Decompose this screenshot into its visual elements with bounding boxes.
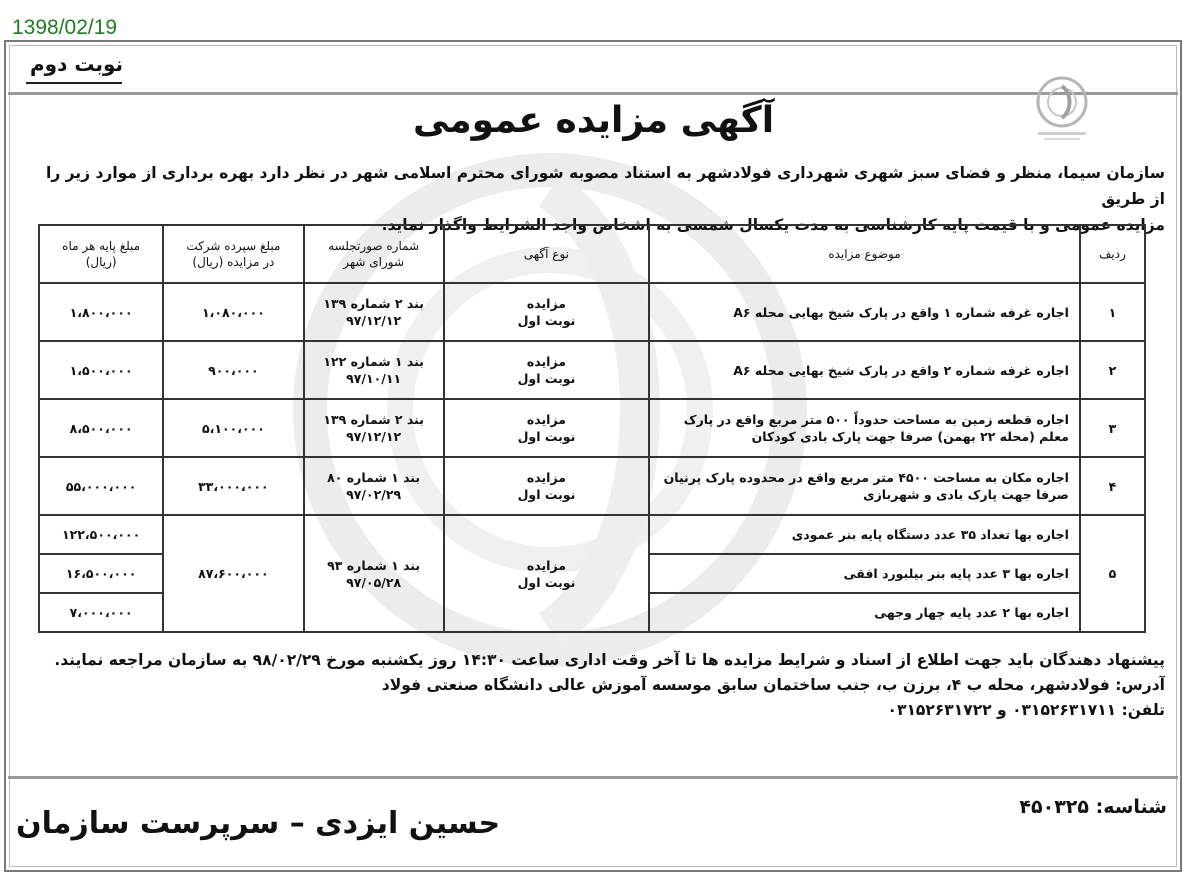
row-minutes-line1: بند ۱ شماره ۱۲۲: [323, 354, 424, 369]
row-no: ۵: [1080, 515, 1145, 632]
row-subject-line2: معلم (محله ۲۲ بهمن) صرفا جهت پارک بادی کودکان: [751, 429, 1069, 444]
row-type-line1: مزایده: [526, 470, 566, 485]
row-base-price: ۱،۵۰۰،۰۰۰: [39, 341, 163, 399]
header-ad-type: نوع آگهی: [444, 225, 649, 283]
notice-deadline: پیشنهاد دهندگان باید جهت اطلاع از اسناد و شرایط مزایده ها تا آخر وقت اداری ساعت ۱۴:۳۰ روز یکشنبه مورخ ۹۸/۰۲/۲۹ به سازمان مراجعه نمایند.: [54, 651, 1165, 669]
row-minutes-line2: ۹۷/۱۰/۱۱: [346, 371, 402, 386]
intro-line: مزایده عمومی و با قیمت پایه کارشناسی به مدت یکسال شمسی به اشخاص واجد الشرایط واگذار نماید.: [381, 216, 1165, 234]
date-stamp: 1398/02/19: [12, 16, 118, 39]
header-base-line1: مبلغ پایه هر ماه: [62, 239, 141, 253]
table-row: [39, 457, 1145, 515]
notice-address: آدرس: فولادشهر، محله ب ۴، برزن ب، جنب ساختمان سابق موسسه آموزش عالی دانشگاه صنعتی فولاد: [381, 676, 1165, 694]
row-base-price: ۵۵،۰۰۰،۰۰۰: [39, 457, 163, 515]
row-type-line1: مزایده: [526, 296, 566, 311]
notice-phone: تلفن: ۰۳۱۵۲۶۳۱۷۱۱ و ۰۳۱۵۲۶۳۱۷۲۲: [887, 701, 1165, 719]
table-row: [39, 341, 1145, 399]
row-subject-line1: اجاره غرفه شماره ۲ واقع در پارک شیخ بهایی محله A۶: [733, 362, 1069, 378]
row-base-price: ۷،۰۰۰،۰۰۰: [39, 593, 163, 632]
row-ad-type: [444, 283, 649, 341]
row-ad-type: [444, 515, 649, 632]
row-minutes: [304, 515, 444, 632]
table-row: [39, 399, 1145, 457]
row-subject: [649, 341, 1080, 399]
table-row: [39, 515, 1145, 554]
row-deposit: ۱،۰۸۰،۰۰۰: [163, 283, 303, 341]
row-minutes-line2: ۹۷/۱۲/۱۲: [346, 429, 402, 444]
header-row-no: ردیف: [1080, 225, 1145, 283]
row-type-line1: مزایده: [526, 557, 566, 573]
row-subject-line1: اجاره مکان به مساحت ۴۵۰۰ متر مربع واقع در محدوده پارک پرنیان: [663, 470, 1069, 485]
intro-line: سازمان سیما، منظر و فضای سبز شهری شهرداری فولادشهر به استناد مصوبه شورای محترم اسلامی شهر در نظر دارد بهره برداری از موارد زیر را از طریق: [46, 164, 1165, 208]
row-type-line1: مزایده: [526, 354, 566, 369]
row-base-price: ۱،۸۰۰،۰۰۰: [39, 283, 163, 341]
bottom-divider: [8, 776, 1178, 779]
row-deposit: ۳۳،۰۰۰،۰۰۰: [163, 457, 303, 515]
row-deposit: ۹۰۰،۰۰۰: [163, 341, 303, 399]
reference-id: شناسه: ۴۵۰۳۲۵: [1019, 796, 1167, 818]
turn-label: نوبت دوم: [30, 52, 124, 76]
row-type-line2: نوبت اول: [517, 574, 576, 590]
ad-title: آگهی مزایده عمومی: [412, 100, 775, 141]
row-minutes: [304, 283, 444, 341]
row-ad-type: [444, 457, 649, 515]
row-subject: [649, 283, 1080, 341]
row-no: ۳: [1080, 399, 1145, 457]
header-minutes-line1: شماره صورتجلسه: [328, 239, 420, 253]
row-base-price: ۱۲۲،۵۰۰،۰۰۰: [39, 515, 163, 554]
row-minutes-line1: بند ۱ شماره ۹۳: [327, 557, 421, 573]
row-minutes-line1: بند ۲ شماره ۱۳۹: [323, 296, 424, 311]
signer-name: حسین ایزدی – سرپرست سازمان: [16, 806, 501, 841]
top-divider: [8, 92, 1178, 95]
row-deposit: ۸۷،۶۰۰،۰۰۰: [163, 515, 303, 632]
row-subject-line2: صرفا جهت پارک بادی و شهربازی: [863, 487, 1069, 502]
header-deposit-line2: در مزایده (ریال): [192, 255, 275, 269]
row-type-line2: نوبت اول: [517, 487, 576, 502]
row-minutes-line2: ۹۷/۱۲/۱۲: [346, 313, 402, 328]
row-no: ۱: [1080, 283, 1145, 341]
row-no: ۲: [1080, 341, 1145, 399]
table-row: [39, 283, 1145, 341]
table-header-row: [39, 225, 1145, 283]
row-subject-line1: اجاره غرفه شماره ۱ واقع در پارک شیخ بهایی محله A۶: [733, 304, 1069, 320]
row-subject: [649, 399, 1080, 457]
row-type-line1: مزایده: [526, 412, 566, 427]
row-type-line2: نوبت اول: [517, 313, 576, 328]
row-subject: اجاره بها ۲ عدد پایه چهار وجهی: [649, 593, 1080, 632]
row-subject-line1: اجاره قطعه زمین به مساحت حدوداً ۵۰۰ متر مربع واقع در پارک: [683, 412, 1069, 427]
row-minutes-line1: بند ۲ شماره ۱۳۹: [323, 412, 424, 427]
row-minutes-line2: ۹۷/۰۲/۲۹: [346, 487, 402, 502]
row-ad-type: [444, 341, 649, 399]
header-deposit: [163, 225, 303, 283]
header-minutes-line2: شورای شهر: [343, 255, 405, 269]
row-type-line2: نوبت اول: [517, 371, 576, 386]
row-subject: اجاره بها ۳ عدد پایه بنر بیلبورد افقی: [649, 554, 1080, 593]
row-type-line2: نوبت اول: [517, 429, 576, 444]
row-minutes: [304, 399, 444, 457]
auction-table: [38, 224, 1146, 633]
notice-text: [45, 648, 1165, 723]
row-minutes: [304, 457, 444, 515]
header-minutes: [304, 225, 444, 283]
row-subject: اجاره بها تعداد ۳۵ عدد دستگاه پایه بنر عمودی: [649, 515, 1080, 554]
header-subject: موضوع مزایده: [649, 225, 1080, 283]
row-minutes-line2: ۹۷/۰۵/۲۸: [346, 574, 402, 590]
row-ad-type: [444, 399, 649, 457]
row-no: ۴: [1080, 457, 1145, 515]
row-minutes-line1: بند ۱ شماره ۸۰: [327, 470, 421, 485]
header-base-price: [39, 225, 163, 283]
row-subject: [649, 457, 1080, 515]
row-minutes: [304, 341, 444, 399]
row-base-price: ۱۶،۵۰۰،۰۰۰: [39, 554, 163, 593]
row-base-price: ۸،۵۰۰،۰۰۰: [39, 399, 163, 457]
header-base-line2: (ریال): [85, 255, 117, 269]
header-deposit-line1: مبلغ سپرده شرکت: [186, 239, 281, 253]
turn-underline: [26, 82, 122, 84]
row-deposit: ۵،۱۰۰،۰۰۰: [163, 399, 303, 457]
